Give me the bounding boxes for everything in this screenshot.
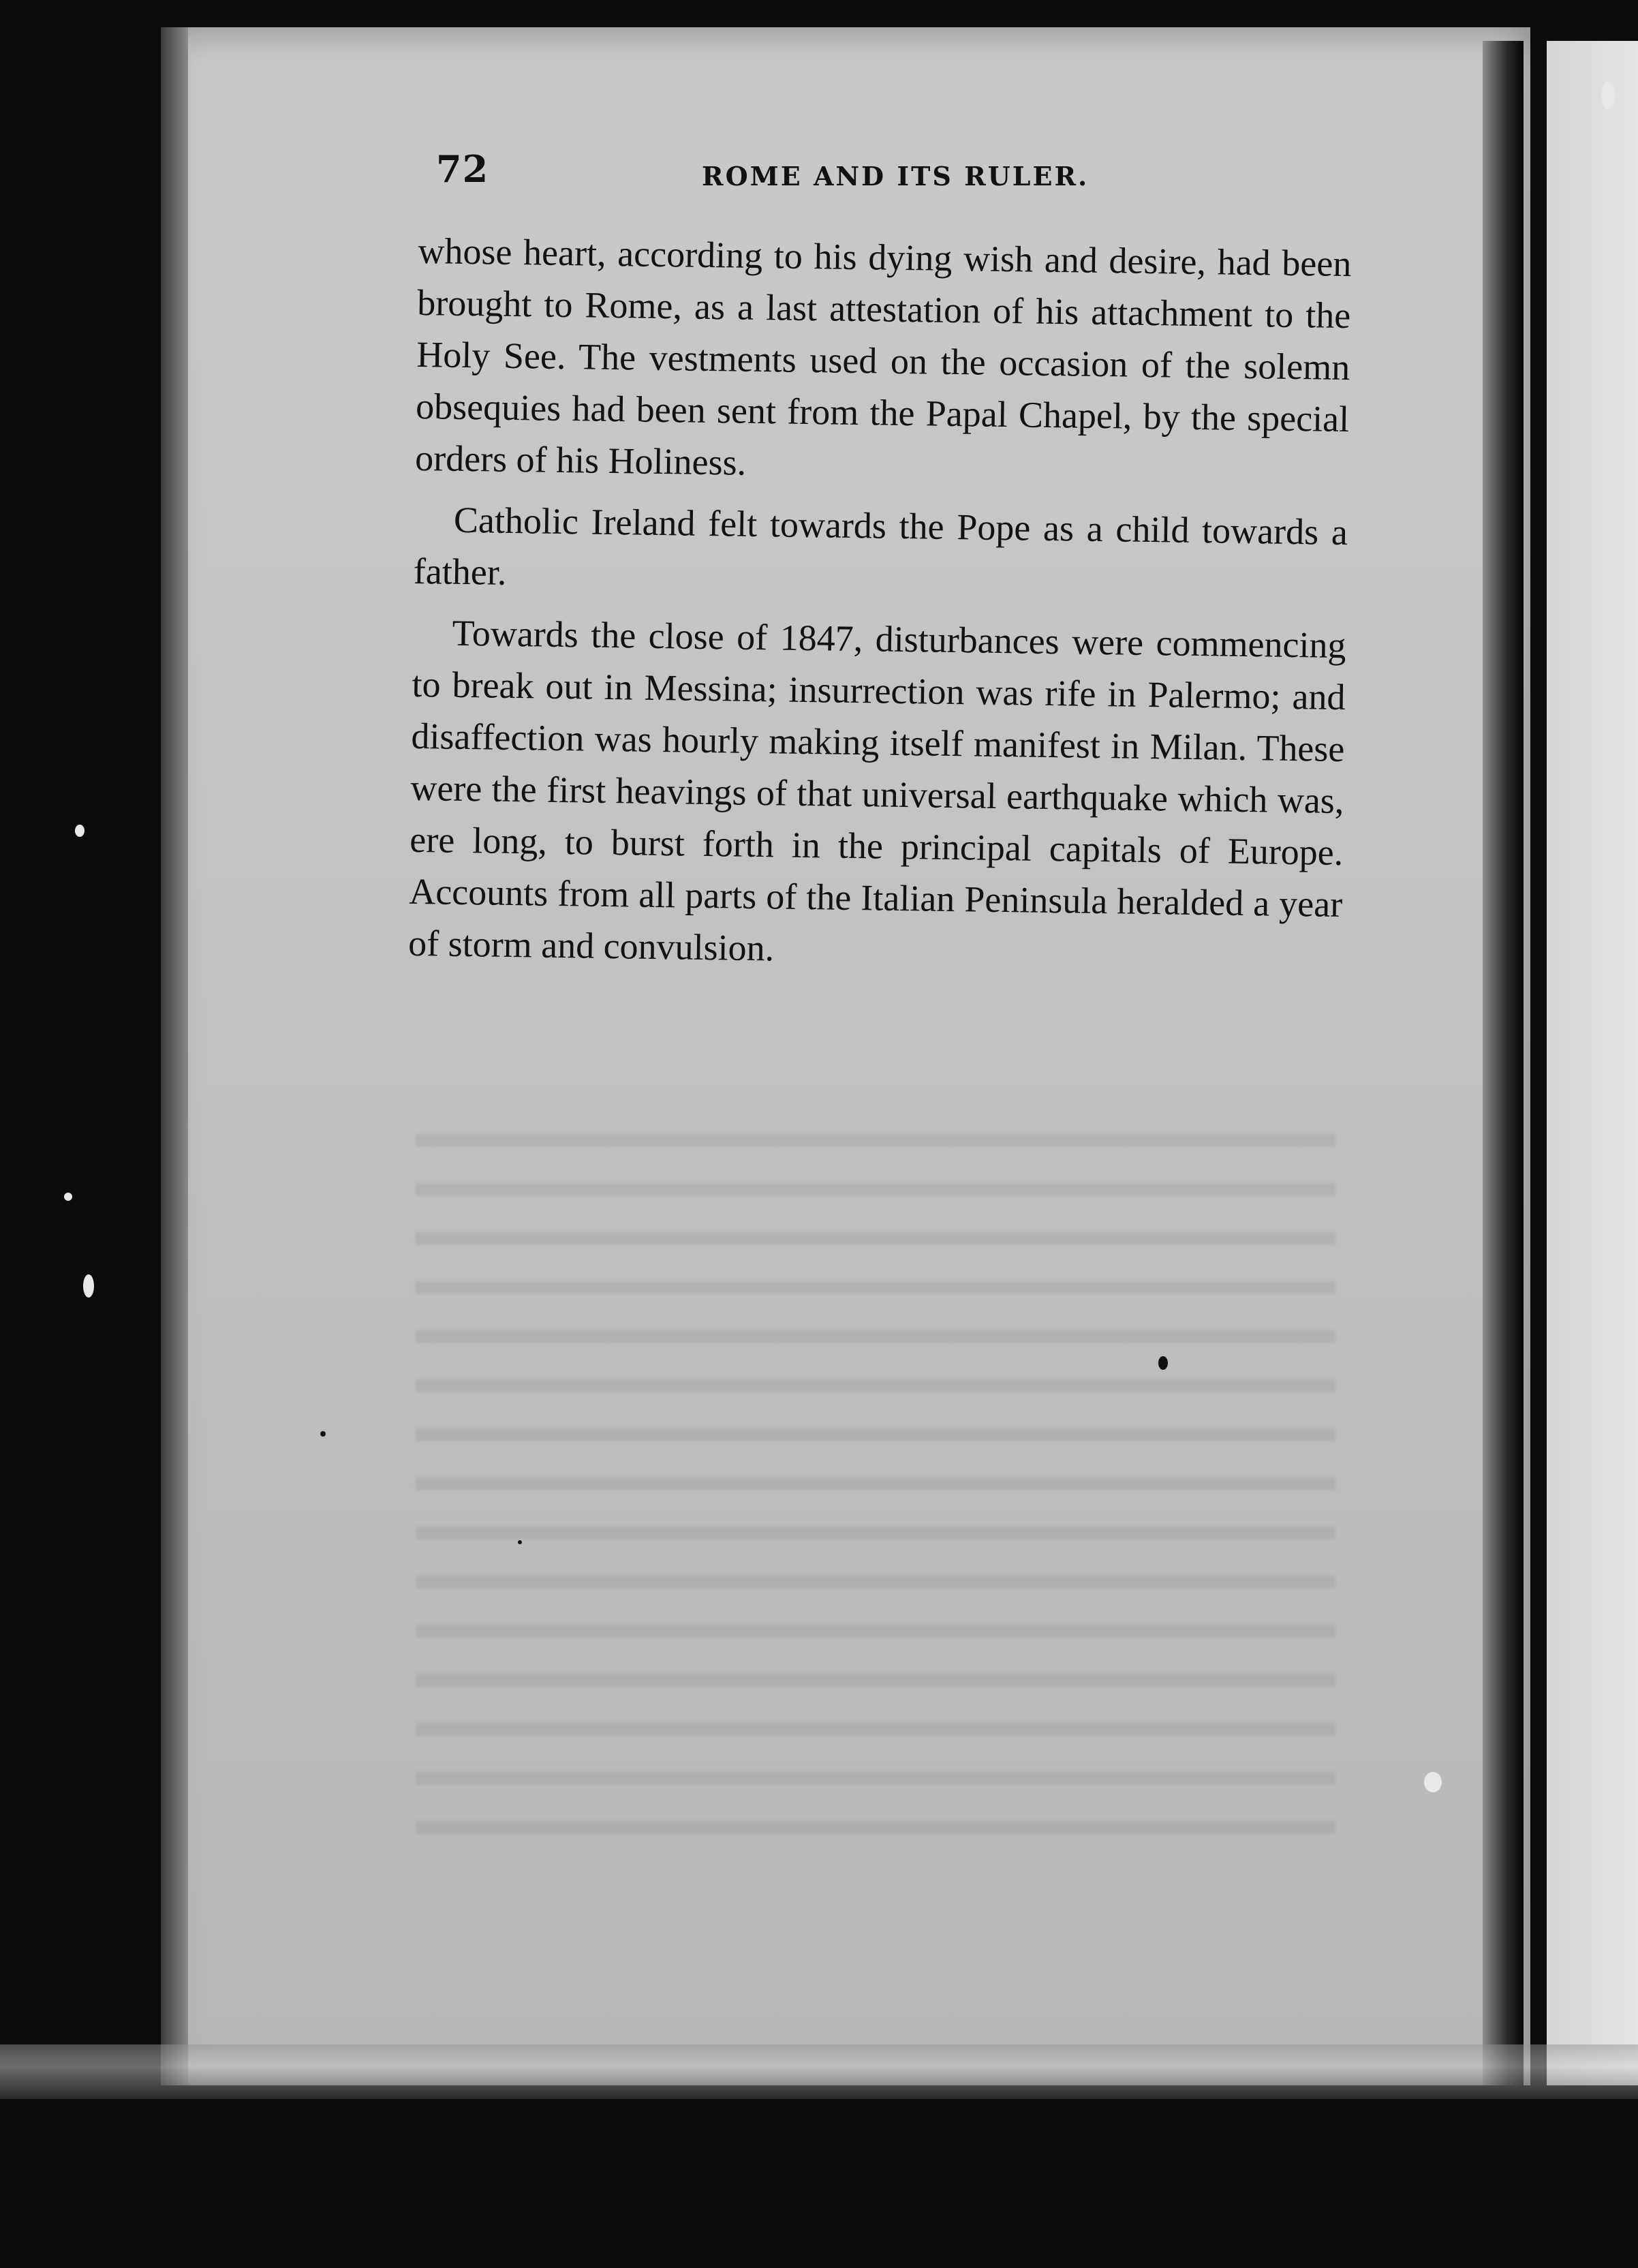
dust-speck [320, 1431, 326, 1437]
dust-speck [1601, 82, 1615, 109]
scan-bottom-band [0, 2044, 1638, 2099]
dust-speck [75, 825, 84, 837]
show-through-text [416, 1104, 1335, 1840]
facing-page-edge [1547, 41, 1638, 2085]
binding-shadow [161, 27, 188, 2085]
running-head: ROME AND ITS RULER. [702, 161, 1090, 191]
dust-speck [83, 1274, 94, 1298]
paragraph-ireland: Catholic Ireland felt towards the Pope as a child towards a father. [413, 499, 1348, 593]
dust-speck [1158, 1356, 1168, 1370]
page-gutter [1483, 41, 1524, 2085]
dust-speck [64, 1193, 72, 1201]
paragraph-continuation: whose heart, according to his dying wish and desire, had been brought to Rome, as a last attestation of his attachment to the Holy See. The vestments used on the occasion of the solemn obsequies had been sent from the Papal Chapel, by the special orders of his Holiness. [414, 230, 1352, 483]
page-header [436, 142, 1390, 203]
paragraph-1847: Towards the close of 1847, disturbances were commencing to break out in Messina; insurrection was rife in Palermo; and disaffection was hourly making itself manifest in Milan. These were the first heavings of that universal earthquake which was, ere long, to burst forth in the principal capitals of Europe. Accounts from all parts of the Italian Peninsula heralded a year of storm and convulsion. [407, 612, 1346, 969]
body-text [408, 225, 1352, 992]
dust-speck [1424, 1772, 1442, 1792]
dust-speck [518, 1540, 522, 1544]
page-number: 72 [436, 147, 489, 191]
